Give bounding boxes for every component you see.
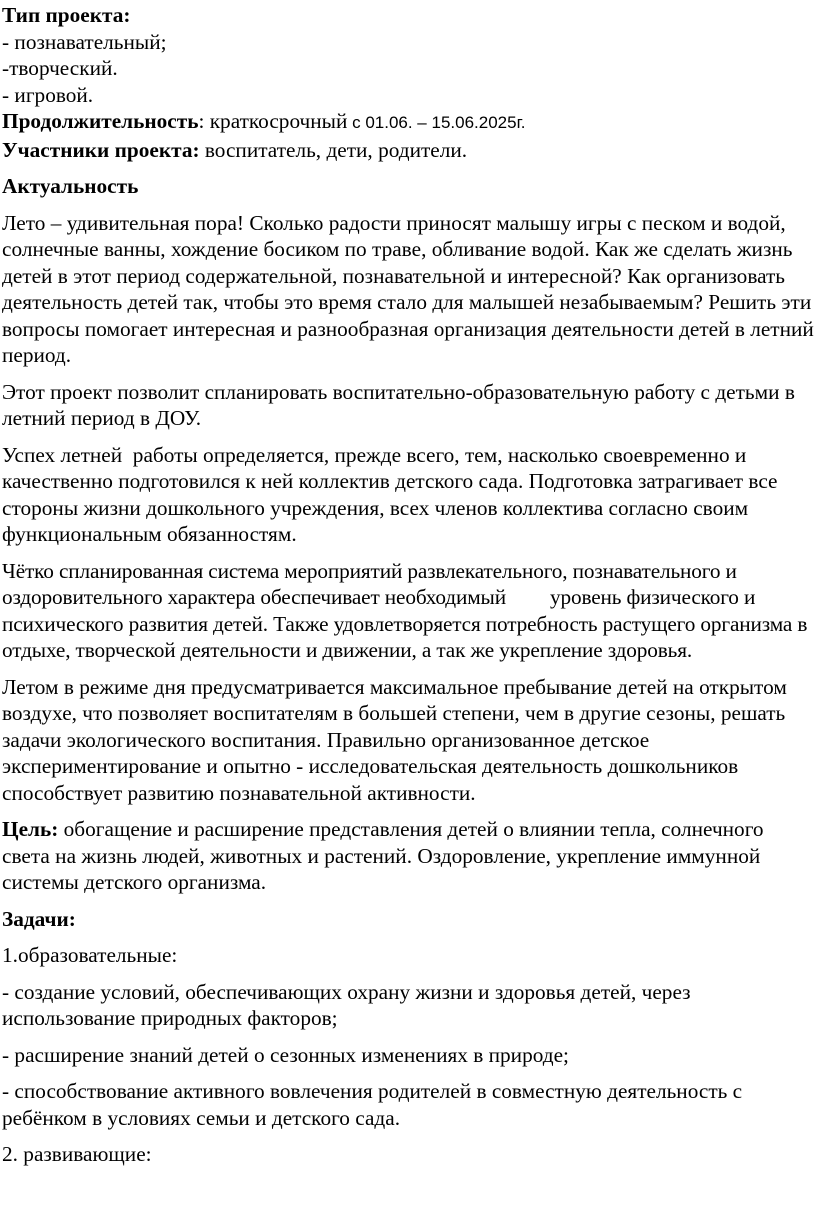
project-type-item: -творческий. [2, 56, 118, 80]
relevance-paragraph-1: Лето – удивительная пора! Сколько радости приносят малышу игры с песком и водой, солнечные ванны, хождение босиком по траве, обливание водой. Как же сделать жизнь детей в этот период содержательной, познавательной и интересной? Как организовать деятельность детей так, чтобы это время стало для малышей незабываемым? Решить эти вопросы помогает интересная и разнообразная организация деятельности детей в летний период. [2, 210, 814, 367]
goal-label: Цель: [2, 817, 59, 841]
tasks-heading: Задачи: [2, 906, 76, 931]
project-type-item: - познавательный; [2, 29, 167, 54]
project-type-heading: Тип проекта: [2, 3, 131, 27]
relevance-paragraph-5: Летом в режиме дня предусматривается максимальное пребывание детей на открытом воздухе, что позволяет воспитателям в большей степени, чем в другие сезоны, решать задачи экологического воспитания. Правильно организованное детское экспериментирование и опытно - исследовательская деятельность дошкольников способствует развитию познавательной активности. [2, 674, 787, 805]
participants-label: Участники проекта: [2, 137, 200, 162]
task-item: - способствование активного вовлечения родителей в совместную деятельность с ребёнком в условиях семьи и детского сада. [2, 1079, 743, 1130]
relevance-paragraph-3: Успех летней работы определяется, прежде всего, тем, насколько своевременно и качественно подготовился к ней коллектив детского сада. Подготовка затрагивает все стороны жизни дошкольного учреждения, всех членов коллектива согласно своим функциональным обязанностям. [2, 442, 783, 546]
duration-label: Продолжительность [2, 109, 199, 133]
task-item: - расширение знаний детей о сезонных изменениях в природе; [2, 1042, 569, 1067]
relevance-paragraph-4: Чётко спланированная система мероприятий развлекательного, познавательного и оздоровительного характера обеспечивает необходимый уровень физического и психического развития детей. Также удовлетворяется потребность растущего организма в отдыхе, творческой деятельности и движении, а так же укрепление здоровья. [2, 558, 808, 662]
project-type-item: - игровой. [2, 82, 94, 107]
relevance-paragraph-2: Этот проект позволит спланировать воспитательно-образовательную работу с детьми в летний период в ДОУ. [2, 379, 795, 430]
participants-value: воспитатель, дети, родители. [199, 137, 468, 162]
participants-line [2, 137, 814, 164]
goal-text: обогащение и расширение представления детей о влиянии тепла, солнечного света на жизнь людей, животных и растений. Оздоровление, укрепление иммунной системы детского организма. [2, 817, 764, 894]
tasks-group-educational: 1.образовательные: [2, 943, 178, 967]
duration-value: : краткосрочный [198, 109, 348, 133]
task-item: - создание условий, обеспечивающих охрану жизни и здоровья детей, через использование природных факторов; [2, 979, 691, 1030]
document-content [2, 0, 814, 1168]
duration-dates: с 01.06. – 15.06.2025г. [347, 113, 526, 132]
goal-paragraph [2, 816, 814, 896]
duration-line [2, 108, 814, 137]
relevance-heading: Актуальность [2, 174, 139, 198]
tasks-group-developing: 2. развивающие: [2, 1142, 152, 1166]
